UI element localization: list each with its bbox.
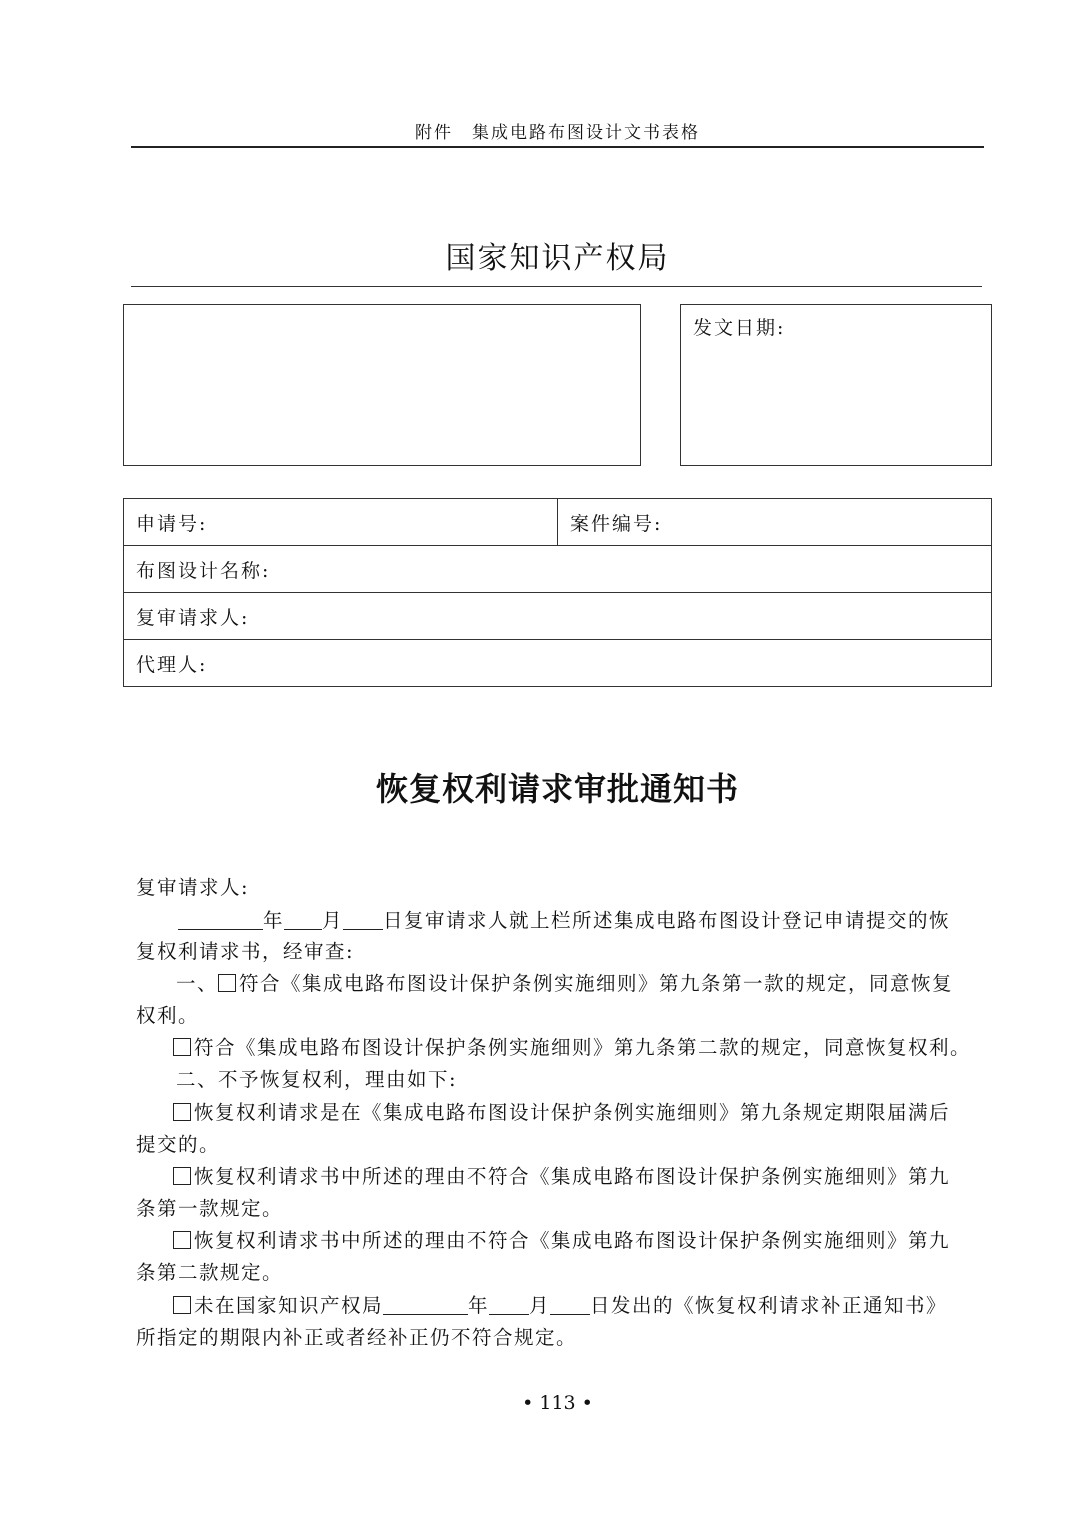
reason1-line: 恢复权利请求是在《集成电路布图设计保护条例实施细则》第九条规定期限届满后 [173,1097,950,1125]
reason2-checkbox[interactable] [173,1167,191,1185]
item2-line: 二、不予恢复权利，理由如下: [176,1068,458,1091]
reason1-checkbox[interactable] [173,1103,191,1121]
info-table [123,498,992,687]
notice-title: 恢复权利请求审批通知书 [375,770,739,808]
body-line-2: 复权利请求书，经审查: [136,940,355,963]
item1b-line: 符合《集成电路布图设计保护条例实施细则》第九条第二款的规定，同意恢复权利。 [173,1032,971,1060]
item1-line: 一、 符合《集成电路布图设计保护条例实施细则》第九条第一款的规定，同意恢复 [176,972,954,995]
address-box [123,304,641,466]
header-rule [131,146,984,148]
page-number: • 113 • [522,1392,593,1414]
reason3-line: 恢复权利请求书中所述的理由不符合《集成电路布图设计保护条例实施细则》第九 [173,1225,950,1253]
reason1-cont: 提交的。 [136,1133,221,1156]
reason4-line: 未在国家知识产权局 年 月 日发出的《恢复权利请求补正通知书》 [173,1290,947,1318]
date-line: 年 月 日复审请求人就上栏所述集成电路布图设计登记申请提交的恢 [178,905,950,933]
day-blank[interactable] [343,911,383,930]
date-box [680,304,992,466]
requester-cell: 复审请求人: [124,593,992,640]
reason4-month-blank[interactable] [489,1296,529,1315]
application-no-cell: 申请号: [124,499,558,546]
item1-cont: 权利。 [136,1004,200,1027]
month-blank[interactable] [284,911,322,930]
item1-checkbox[interactable] [218,974,236,992]
reason4-cont: 所指定的期限内补正或者经补正仍不符合规定。 [136,1326,578,1349]
design-name-cell: 布图设计名称: [124,546,992,593]
office-name: 国家知识产权局 [445,241,670,276]
salutation: 复审请求人: [136,876,250,899]
item1b-checkbox[interactable] [173,1038,191,1056]
case-no-cell: 案件编号: [558,499,992,546]
reason4-day-blank[interactable] [550,1296,590,1315]
year-blank[interactable] [178,911,263,930]
agent-cell: 代理人: [124,640,992,687]
running-header: 附件 集成电路布图设计文书表格 [415,123,700,143]
reason2-line: 恢复权利请求书中所述的理由不符合《集成电路布图设计保护条例实施细则》第九 [173,1161,950,1189]
reason3-cont: 条第二款规定。 [136,1261,284,1284]
reason2-cont: 条第一款规定。 [136,1197,284,1220]
reason4-year-blank[interactable] [383,1296,468,1315]
office-rule [131,286,982,287]
date-label: 发文日期: [693,317,786,339]
reason4-checkbox[interactable] [173,1296,191,1314]
reason3-checkbox[interactable] [173,1231,191,1249]
